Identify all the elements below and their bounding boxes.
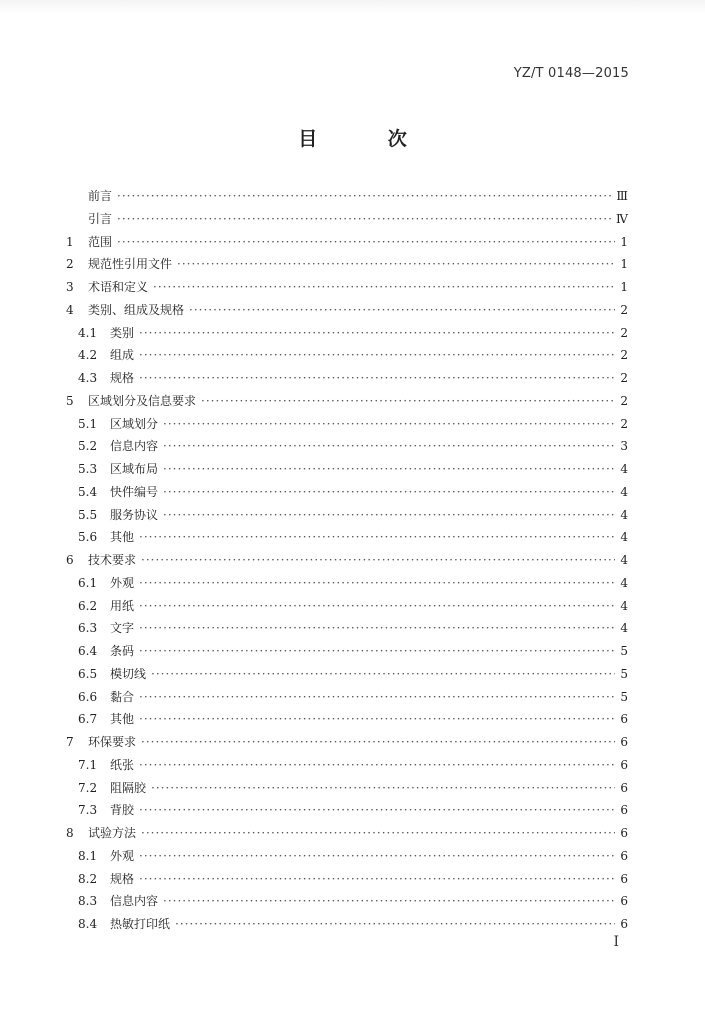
toc-entry-title: 规格 [110, 371, 135, 385]
toc-entry-page: 4 [620, 462, 628, 476]
toc-entry-title: 术语和定义 [88, 280, 149, 294]
toc-entry-number: 2 [66, 257, 74, 272]
toc-entry[interactable] [66, 504, 628, 527]
toc-entry[interactable] [66, 754, 628, 777]
toc-entry-number: 6.5 [78, 666, 98, 681]
toc-entry-page: 6 [620, 712, 628, 727]
toc-dot-leader [139, 686, 615, 709]
toc-entry-title: 组成 [110, 348, 135, 363]
toc-entry-title: 外观 [110, 575, 135, 590]
toc-entry-page: 3 [620, 439, 628, 454]
toc-entry-title: 引言 [88, 211, 113, 226]
toc-dot-leader [139, 322, 615, 345]
toc-entry[interactable] [66, 913, 628, 936]
toc-entry-title: 信息内容 [110, 894, 159, 909]
toc-entry-title: 条码 [110, 644, 135, 658]
toc-entry[interactable] [66, 344, 628, 367]
toc-dot-leader [139, 754, 615, 777]
toc-entry-page: 5 [620, 689, 628, 704]
toc-entry-page: 6 [620, 848, 628, 863]
toc-entry[interactable] [66, 890, 628, 913]
toc-entry-number: 1 [66, 234, 74, 249]
toc-entry-page: 2 [620, 393, 628, 408]
toc-entry-page: 2 [620, 325, 628, 340]
toc-entry-page: 6 [620, 826, 628, 840]
toc-entry[interactable] [66, 640, 628, 663]
toc-entry-page: 5 [620, 644, 628, 658]
toc-dot-leader [163, 890, 615, 913]
toc-entry-title: 区域布局 [110, 462, 159, 476]
toc-entry-number: 6.6 [78, 689, 98, 704]
toc-entry[interactable] [66, 367, 628, 390]
toc-entry-number: 4.2 [78, 348, 98, 363]
toc-entry-title: 前言 [88, 189, 113, 203]
toc-entry-number: 6 [66, 553, 74, 567]
toc-entry[interactable] [66, 526, 628, 549]
toc-entry[interactable] [66, 458, 628, 481]
table-of-contents [66, 185, 628, 936]
toc-entry-page: 2 [620, 371, 628, 385]
toc-entry-number: 5.2 [78, 439, 98, 454]
toc-entry[interactable] [66, 208, 628, 231]
toc-entry-page: 4 [620, 507, 628, 522]
toc-entry-title: 其他 [110, 712, 135, 727]
toc-entry[interactable] [66, 185, 628, 208]
toc-entry[interactable] [66, 845, 628, 868]
toc-entry[interactable] [66, 572, 628, 595]
toc-entry-number: 8.3 [78, 894, 98, 909]
toc-dot-leader [163, 435, 615, 458]
toc-dot-leader [177, 253, 615, 276]
toc-entry-number: 4 [66, 302, 74, 317]
toc-entry-title: 规范性引用文件 [88, 257, 173, 272]
toc-entry-number: 8.1 [78, 848, 98, 863]
toc-dot-leader [163, 458, 615, 481]
toc-entry-number: 7.2 [78, 780, 98, 795]
toc-dot-leader [201, 390, 615, 413]
toc-entry[interactable] [66, 390, 628, 413]
toc-entry-page: 5 [620, 666, 628, 681]
toc-dot-leader [163, 413, 615, 436]
toc-dot-leader [163, 504, 615, 527]
toc-entry-number: 5.1 [78, 416, 98, 431]
toc-entry-page: 4 [620, 553, 628, 567]
toc-dot-leader [141, 731, 615, 754]
toc-entry-number: 4.3 [78, 371, 98, 385]
toc-entry[interactable] [66, 595, 628, 618]
toc-entry-page: 6 [620, 780, 628, 795]
toc-entry-page: 6 [620, 735, 628, 749]
toc-entry[interactable] [66, 799, 628, 822]
toc-entry-number: 6.4 [78, 644, 98, 658]
toc-entry-title: 区域划分 [110, 416, 159, 431]
toc-entry-title: 纸张 [110, 757, 135, 772]
toc-entry-number: 8.4 [78, 917, 98, 931]
toc-entry[interactable] [66, 822, 628, 845]
toc-dot-leader [139, 845, 615, 868]
toc-entry-page: 1 [620, 257, 628, 272]
toc-dot-leader [117, 185, 613, 208]
toc-entry-number: 6.7 [78, 712, 98, 727]
toc-entry-title: 其他 [110, 530, 135, 545]
toc-entry[interactable] [66, 663, 628, 686]
toc-entry-number: 3 [66, 280, 74, 294]
toc-entry-title: 技术要求 [88, 553, 137, 567]
toc-dot-leader [139, 367, 615, 390]
toc-entry-page: 1 [620, 280, 628, 294]
toc-entry-title: 规格 [110, 871, 135, 886]
toc-entry-title: 类别、组成及规格 [88, 302, 185, 317]
toc-entry-page: 2 [620, 302, 628, 317]
toc-entry[interactable] [66, 708, 628, 731]
toc-entry[interactable] [66, 253, 628, 276]
toc-entry[interactable] [66, 686, 628, 709]
toc-entry-page: 6 [620, 803, 628, 818]
toc-entry[interactable] [66, 413, 628, 436]
toc-dot-leader [139, 344, 615, 367]
toc-entry[interactable] [66, 299, 628, 322]
toc-entry[interactable] [66, 435, 628, 458]
toc-entry-number: 8.2 [78, 871, 98, 886]
toc-entry-page: 4 [620, 575, 628, 590]
toc-entry[interactable] [66, 481, 628, 504]
toc-entry-title: 信息内容 [110, 439, 159, 454]
toc-dot-leader [151, 663, 615, 686]
toc-entry-title: 热敏打印纸 [110, 917, 171, 931]
toc-dot-leader [117, 231, 615, 254]
toc-entry-page: 4 [620, 598, 628, 613]
toc-entry-title: 区域划分及信息要求 [88, 393, 197, 408]
toc-dot-leader [141, 549, 615, 572]
toc-dot-leader [151, 777, 615, 800]
toc-dot-leader [139, 617, 615, 640]
toc-entry-title: 用纸 [110, 598, 135, 613]
toc-entry[interactable] [66, 777, 628, 800]
toc-entry-page: 2 [620, 348, 628, 363]
toc-entry-number: 5 [66, 393, 74, 408]
toc-entry-page: 6 [620, 757, 628, 772]
toc-entry-number: 5.3 [78, 462, 98, 476]
toc-entry-number: 6.2 [78, 598, 98, 613]
toc-dot-leader [139, 799, 615, 822]
toc-dot-leader [153, 276, 615, 299]
toc-entry-number: 4.1 [78, 325, 98, 340]
toc-title: 目 次 [298, 128, 439, 150]
toc-entry-title: 快件编号 [110, 484, 159, 499]
toc-entry-page: 4 [620, 484, 628, 499]
toc-entry-title: 外观 [110, 848, 135, 863]
toc-entry-title: 服务协议 [110, 507, 159, 522]
toc-entry-title: 范围 [88, 234, 113, 249]
toc-entry-page: 2 [620, 416, 628, 431]
toc-entry-number: 5.6 [78, 530, 98, 545]
toc-entry-title: 背胶 [110, 803, 135, 818]
toc-entry-page: 4 [620, 621, 628, 636]
toc-entry[interactable] [66, 868, 628, 891]
toc-dot-leader [117, 208, 613, 231]
toc-entry-page: Ⅳ [616, 211, 628, 226]
toc-entry[interactable] [66, 231, 628, 254]
toc-entry-title: 黏合 [110, 689, 135, 704]
toc-entry-title: 类别 [110, 325, 135, 340]
toc-entry-page: 4 [620, 530, 628, 545]
toc-entry-page: Ⅲ [616, 189, 628, 203]
toc-entry-title: 阻隔胶 [110, 780, 147, 795]
toc-entry-number: 7.1 [78, 757, 98, 772]
standard-code: YZ/T 0148—2015 [513, 66, 629, 81]
toc-entry-number: 5.4 [78, 484, 98, 499]
toc-entry[interactable] [66, 322, 628, 345]
toc-entry-number: 5.5 [78, 507, 98, 522]
toc-entry[interactable] [66, 276, 628, 299]
toc-entry-page: 1 [620, 234, 628, 249]
toc-dot-leader [163, 481, 615, 504]
toc-entry-title: 文字 [110, 621, 135, 636]
toc-entry-title: 环保要求 [88, 735, 137, 749]
toc-entry-number: 7 [66, 735, 74, 749]
toc-entry-page: 6 [620, 894, 628, 909]
toc-entry-number: 8 [66, 826, 74, 840]
toc-entry-title: 模切线 [110, 666, 147, 681]
toc-entry-number: 6.1 [78, 575, 98, 590]
toc-entry[interactable] [66, 617, 628, 640]
toc-entry-title: 试验方法 [88, 826, 137, 840]
toc-entry-number: 7.3 [78, 803, 98, 818]
toc-dot-leader [139, 708, 615, 731]
toc-entry-page: 6 [620, 917, 628, 931]
toc-dot-leader [189, 299, 615, 322]
toc-entry[interactable] [66, 549, 628, 572]
toc-dot-leader [139, 526, 615, 549]
toc-dot-leader [141, 822, 615, 845]
toc-entry[interactable] [66, 731, 628, 754]
toc-dot-leader [139, 640, 615, 663]
toc-dot-leader [139, 595, 615, 618]
toc-entry-page: 6 [620, 871, 628, 886]
toc-dot-leader [139, 572, 615, 595]
toc-dot-leader [175, 913, 615, 936]
page-number: I [613, 934, 619, 950]
toc-entry-number: 6.3 [78, 621, 98, 636]
toc-dot-leader [139, 868, 615, 891]
